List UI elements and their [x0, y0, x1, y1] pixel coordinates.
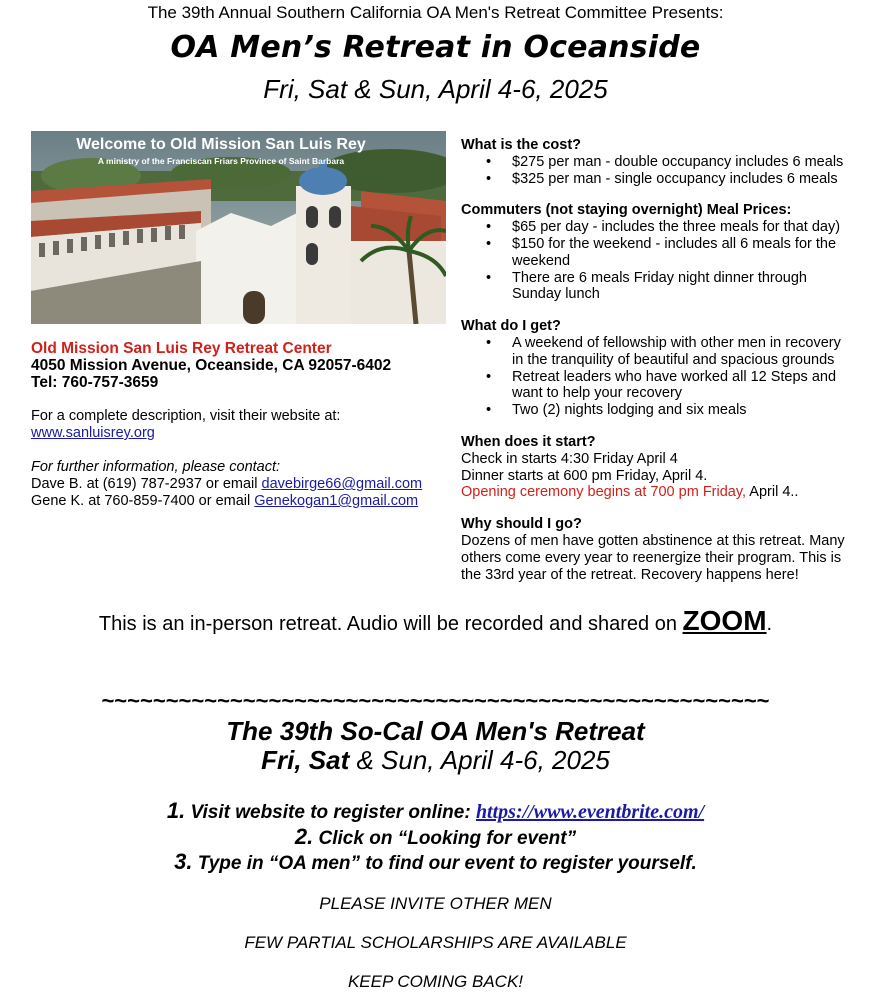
presents-line: The 39th Annual Southern California OA Men's Retreat Committee Presents:	[147, 3, 724, 22]
cost-list	[461, 154, 851, 188]
list-item: • Retreat leaders who have worked all 12 Steps and want to help your recovery	[512, 369, 851, 403]
step-2	[0, 824, 871, 850]
step-3-text: Type in “OA men” to find our event to register yourself.	[192, 853, 697, 874]
zoom-notice	[0, 605, 871, 637]
footer-dates	[0, 745, 871, 776]
contact-dave-text: Dave B. at (619) 787-2937 or email	[31, 476, 262, 492]
step-1	[0, 798, 871, 824]
tilde-divider: ~~~~~~~~~~~~~~~~~~~~~~~~~~~~~~~~~~~~~~~~~~~~~~~~~~~~	[101, 688, 770, 713]
list-item: • There are 6 meals Friday night dinner through Sunday lunch	[512, 270, 851, 304]
step-1-num: 1.	[166, 798, 186, 823]
details-column	[461, 137, 851, 598]
step-2-text: Click on “Looking for event”	[313, 828, 577, 849]
photo-banner-subtitle: A ministry of the Franciscan Friars Province of Saint Barbara	[97, 156, 345, 166]
step-3-num: 3.	[174, 849, 193, 874]
list-item: • $150 for the weekend - includes all 6 meals for the weekend	[512, 236, 851, 270]
event-dates: Fri, Sat & Sun, April 4-6, 2025	[263, 74, 608, 104]
photo-banner-title: Welcome to Old Mission San Luis Rey	[76, 136, 366, 153]
why-text: Dozens of men have gotten abstinence at this retreat. Many others come every year to reenergize their program. This is the 33rd year of the retreat. Recovery happens here!	[461, 532, 845, 583]
scholarships-line: FEW PARTIAL SCHOLARSHIPS ARE AVAILABLE	[244, 933, 627, 952]
start-heading: When does it start?	[461, 433, 596, 450]
contact-dave	[31, 476, 451, 493]
commuters-heading: Commuters (not staying overnight) Meal Prices:	[461, 202, 792, 219]
zoom-word: ZOOM	[682, 605, 767, 636]
footer-title: The 39th So-Cal OA Men's Retreat	[226, 716, 645, 746]
venue-name: Old Mission San Luis Rey Retreat Center	[31, 340, 332, 357]
venue-website-link[interactable]: www.sanluisrey.org	[31, 425, 155, 441]
footer-dates-rest: & Sun, April 4-6, 2025	[349, 745, 610, 775]
list-item: • $325 per man - single occupancy includes 6 meals	[512, 171, 851, 188]
eventbrite-link[interactable]: https://www.eventbrite.com/	[475, 801, 705, 823]
dinner-time: Dinner starts at 600 pm Friday, April 4.	[461, 467, 708, 484]
contact-intro: For further information, please contact:	[31, 459, 281, 475]
opening-time	[461, 484, 851, 501]
dave-email-link[interactable]: davebirge66@gmail.com	[261, 476, 423, 492]
opening-red: Opening ceremony begins at 700 pm Friday,	[461, 484, 747, 501]
website-intro: For a complete description, visit their website at:	[31, 408, 341, 424]
opening-rest: April 4..	[746, 484, 799, 501]
contact-gene	[31, 493, 451, 510]
page-title: OA Men’s Retreat in Oceanside	[170, 30, 701, 65]
list-item: • $65 per day - includes the three meals for that day)	[512, 219, 851, 236]
step-3	[0, 849, 871, 875]
checkin-time: Check in starts 4:30 Friday April 4	[461, 450, 678, 467]
venue-address: 4050 Mission Avenue, Oceanside, CA 92057-6402	[31, 357, 392, 374]
zoom-text: This is an in-person retreat. Audio will be recorded and shared on	[98, 613, 683, 635]
cost-heading: What is the cost?	[461, 137, 582, 153]
zoom-end: .	[766, 613, 773, 635]
get-list	[461, 335, 851, 419]
why-heading: Why should I go?	[461, 516, 582, 533]
venue-tel: Tel: 760-757-3659	[31, 374, 159, 391]
step-2-num: 2.	[294, 824, 314, 849]
invite-line: PLEASE INVITE OTHER MEN	[319, 894, 552, 913]
keep-coming-back-line: KEEP COMING BACK!	[347, 972, 524, 991]
list-item: • $275 per man - double occupancy includes 6 meals	[512, 154, 851, 171]
gene-email-link[interactable]: Genekogan1@gmail.com	[254, 493, 419, 509]
list-item: • Two (2) nights lodging and six meals	[512, 402, 851, 419]
footer-dates-bold: Fri, Sat	[261, 745, 350, 775]
contact-gene-text: Gene K. at 760-859-7400 or email	[31, 493, 255, 509]
commuters-list	[461, 219, 851, 303]
get-heading: What do I get?	[461, 318, 561, 335]
step-1-text: Visit website to register online:	[185, 802, 476, 823]
venue-info	[31, 340, 451, 510]
list-item: • A weekend of fellowship with other men in recovery in the tranquility of beautiful and spacious grounds	[512, 335, 851, 369]
mission-photo	[31, 131, 446, 324]
